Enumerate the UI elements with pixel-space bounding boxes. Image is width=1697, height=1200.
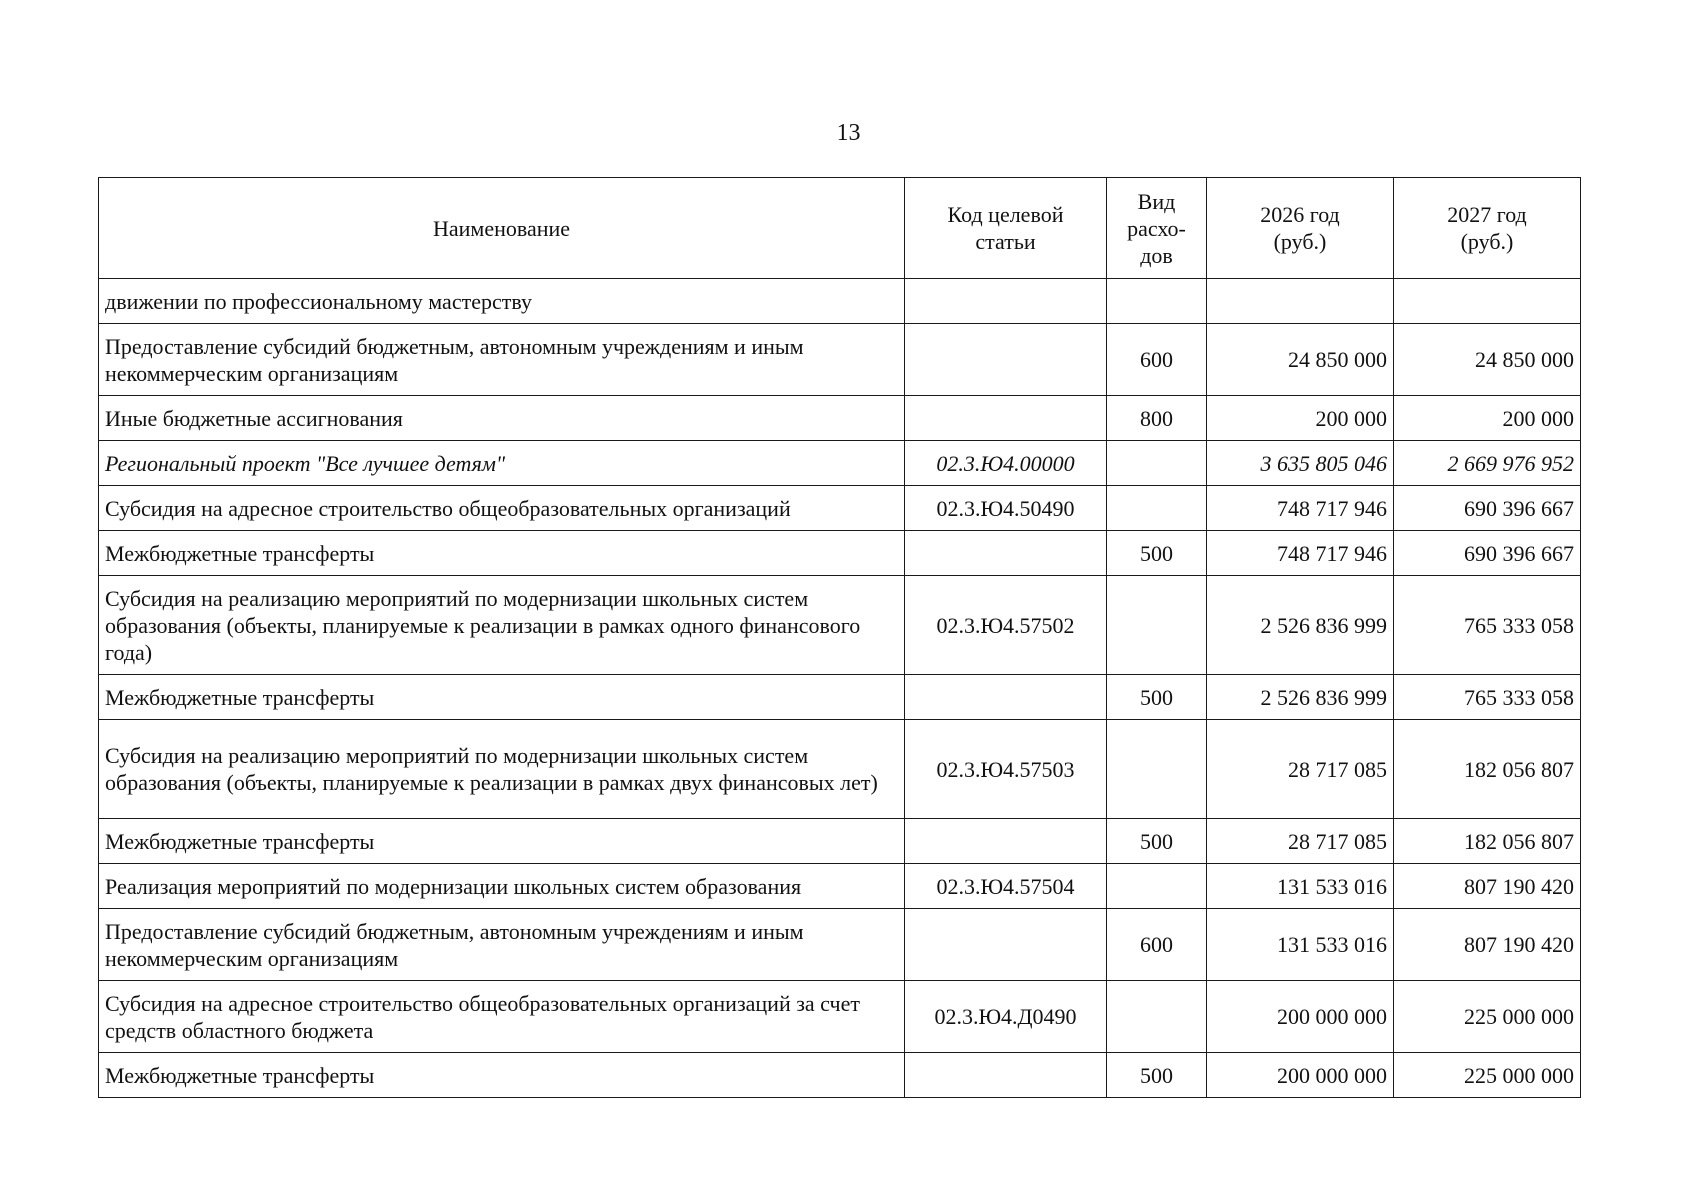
cell-target-code bbox=[905, 324, 1107, 396]
cell-amount-2027: 807 190 420 bbox=[1394, 864, 1581, 909]
table-row bbox=[99, 396, 1581, 441]
header-type-line2: расхо- bbox=[1127, 215, 1186, 241]
cell-target-code: 02.3.Ю4.50490 bbox=[905, 486, 1107, 531]
cell-amount-2027: 765 333 058 bbox=[1394, 576, 1581, 675]
cell-amount-2027: 200 000 bbox=[1394, 396, 1581, 441]
cell-target-code: 02.3.Ю4.Д0490 bbox=[905, 981, 1107, 1053]
cell-amount-2026: 2 526 836 999 bbox=[1207, 576, 1394, 675]
cell-amount-2027: 182 056 807 bbox=[1394, 819, 1581, 864]
budget-table bbox=[98, 177, 1581, 1098]
cell-expense-type bbox=[1107, 981, 1207, 1053]
page-number: 13 bbox=[836, 120, 861, 146]
cell-target-code bbox=[905, 396, 1107, 441]
cell-amount-2027: 690 396 667 bbox=[1394, 486, 1581, 531]
cell-amount-2027: 2 669 976 952 bbox=[1394, 441, 1581, 486]
cell-amount-2026: 200 000 000 bbox=[1207, 1053, 1394, 1098]
cell-amount-2026: 3 635 805 046 bbox=[1207, 441, 1394, 486]
table-row bbox=[99, 864, 1581, 909]
header-code-line2: статьи bbox=[975, 229, 1036, 254]
cell-amount-2026: 200 000 bbox=[1207, 396, 1394, 441]
cell-expense-type bbox=[1107, 486, 1207, 531]
cell-name: Межбюджетные трансферты bbox=[99, 819, 905, 864]
table-row bbox=[99, 576, 1581, 675]
cell-target-code bbox=[905, 279, 1107, 324]
cell-amount-2026: 131 533 016 bbox=[1207, 909, 1394, 981]
table-row bbox=[99, 819, 1581, 864]
cell-amount-2027 bbox=[1394, 279, 1581, 324]
table-body bbox=[99, 279, 1581, 1098]
cell-target-code: 02.3.Ю4.57502 bbox=[905, 576, 1107, 675]
cell-name: Региональный проект "Все лучшее детям" bbox=[99, 441, 905, 486]
cell-amount-2026 bbox=[1207, 279, 1394, 324]
cell-expense-type bbox=[1107, 279, 1207, 324]
table-row bbox=[99, 441, 1581, 486]
header-code bbox=[905, 178, 1107, 279]
cell-name: Предоставление субсидий бюджетным, автономным учреждениям и иным некоммерческим организациям bbox=[99, 324, 905, 396]
header-type-line3: дов bbox=[1140, 242, 1173, 268]
table-row bbox=[99, 909, 1581, 981]
cell-amount-2027: 807 190 420 bbox=[1394, 909, 1581, 981]
cell-expense-type bbox=[1107, 720, 1207, 819]
header-2026-line2: (руб.) bbox=[1273, 229, 1327, 254]
cell-amount-2027: 225 000 000 bbox=[1394, 1053, 1581, 1098]
header-2026 bbox=[1207, 178, 1394, 279]
header-2027 bbox=[1394, 178, 1581, 279]
cell-target-code bbox=[905, 909, 1107, 981]
cell-amount-2026: 2 526 836 999 bbox=[1207, 675, 1394, 720]
cell-amount-2027: 24 850 000 bbox=[1394, 324, 1581, 396]
table-row bbox=[99, 675, 1581, 720]
cell-amount-2026: 131 533 016 bbox=[1207, 864, 1394, 909]
cell-expense-type bbox=[1107, 441, 1207, 486]
cell-target-code bbox=[905, 531, 1107, 576]
cell-expense-type bbox=[1107, 576, 1207, 675]
cell-amount-2026: 24 850 000 bbox=[1207, 324, 1394, 396]
cell-amount-2026: 28 717 085 bbox=[1207, 819, 1394, 864]
cell-name: Иные бюджетные ассигнования bbox=[99, 396, 905, 441]
header-type-line1: Вид bbox=[1137, 188, 1176, 214]
cell-name: Межбюджетные трансферты bbox=[99, 675, 905, 720]
cell-expense-type: 500 bbox=[1107, 531, 1207, 576]
cell-amount-2027: 225 000 000 bbox=[1394, 981, 1581, 1053]
cell-amount-2026: 200 000 000 bbox=[1207, 981, 1394, 1053]
cell-name: Субсидия на адресное строительство общеобразовательных организаций за счет средств областного бюджета bbox=[99, 981, 905, 1053]
header-2027-line1: 2027 год bbox=[1447, 202, 1527, 227]
table-row bbox=[99, 279, 1581, 324]
header-name bbox=[99, 178, 905, 279]
table-row bbox=[99, 981, 1581, 1053]
cell-target-code bbox=[905, 675, 1107, 720]
cell-amount-2027: 765 333 058 bbox=[1394, 675, 1581, 720]
cell-name: Субсидия на реализацию мероприятий по модернизации школьных систем образования (объекты, планируемые к реализации в рамках одного финансового года) bbox=[99, 576, 905, 675]
cell-target-code: 02.3.Ю4.57503 bbox=[905, 720, 1107, 819]
cell-name: Межбюджетные трансферты bbox=[99, 1053, 905, 1098]
cell-amount-2026: 748 717 946 bbox=[1207, 486, 1394, 531]
cell-expense-type: 500 bbox=[1107, 819, 1207, 864]
cell-name: Межбюджетные трансферты bbox=[99, 531, 905, 576]
cell-target-code: 02.3.Ю4.00000 bbox=[905, 441, 1107, 486]
cell-expense-type: 500 bbox=[1107, 1053, 1207, 1098]
cell-amount-2027: 690 396 667 bbox=[1394, 531, 1581, 576]
cell-expense-type: 600 bbox=[1107, 909, 1207, 981]
header-name-label: Наименование bbox=[432, 215, 571, 241]
cell-target-code bbox=[905, 819, 1107, 864]
table-row bbox=[99, 531, 1581, 576]
table-row bbox=[99, 486, 1581, 531]
header-expense-type bbox=[1107, 178, 1207, 279]
header-code-line1: Код целевой bbox=[947, 202, 1064, 227]
table-row bbox=[99, 720, 1581, 819]
cell-expense-type: 800 bbox=[1107, 396, 1207, 441]
cell-name: Субсидия на реализацию мероприятий по модернизации школьных систем образования (объекты, планируемые к реализации в рамках двух финансовых лет) bbox=[99, 720, 905, 819]
table-row bbox=[99, 324, 1581, 396]
header-2027-line2: (руб.) bbox=[1460, 229, 1514, 254]
table-row bbox=[99, 1053, 1581, 1098]
cell-name: движении по профессиональному мастерству bbox=[99, 279, 905, 324]
cell-expense-type bbox=[1107, 864, 1207, 909]
cell-amount-2026: 28 717 085 bbox=[1207, 720, 1394, 819]
cell-name: Реализация мероприятий по модернизации школьных систем образования bbox=[99, 864, 905, 909]
cell-amount-2027: 182 056 807 bbox=[1394, 720, 1581, 819]
cell-amount-2026: 748 717 946 bbox=[1207, 531, 1394, 576]
cell-name: Субсидия на адресное строительство общеобразовательных организаций bbox=[99, 486, 905, 531]
cell-target-code bbox=[905, 1053, 1107, 1098]
cell-target-code: 02.3.Ю4.57504 bbox=[905, 864, 1107, 909]
cell-name: Предоставление субсидий бюджетным, автономным учреждениям и иным некоммерческим организациям bbox=[99, 909, 905, 981]
table-header-row bbox=[99, 178, 1581, 279]
cell-expense-type: 500 bbox=[1107, 675, 1207, 720]
header-2026-line1: 2026 год bbox=[1260, 202, 1340, 227]
cell-expense-type: 600 bbox=[1107, 324, 1207, 396]
